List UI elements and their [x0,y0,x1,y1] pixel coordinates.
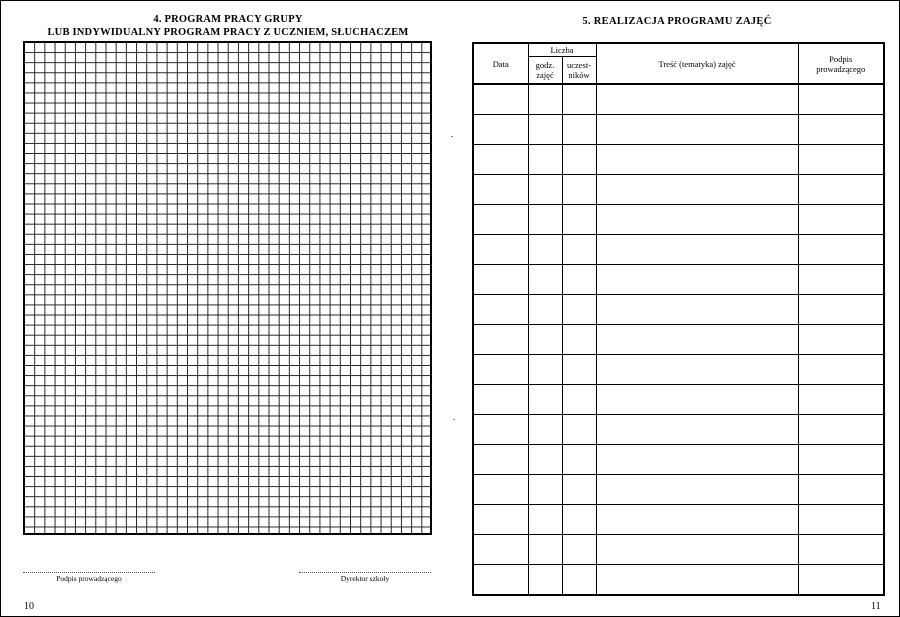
header-count-group: Liczba [528,43,596,57]
page-number-left: 10 [24,601,34,612]
cell-participants[interactable] [562,115,596,145]
cell-signature[interactable] [798,205,884,235]
cell-participants[interactable] [562,205,596,235]
cell-participants[interactable] [562,175,596,205]
left-title-line-1: 4. PROGRAM PRACY GRUPY [153,14,303,25]
graph-paper-grid[interactable] [23,41,432,535]
signature-line-left [23,572,155,573]
cell-signature[interactable] [798,265,884,295]
table-row [473,145,884,175]
cell-date[interactable] [473,535,528,565]
left-title-line-2: LUB INDYWIDUALNY PROGRAM PRACY Z UCZNIEM, SŁUCHACZEM [47,27,409,38]
table-row [473,205,884,235]
table-row [473,175,884,205]
signature-label-left: Podpis prowadzącego [56,574,122,583]
right-page-title: 5. REALIZACJA PROGRAMU ZAJĘĆ [582,16,772,27]
cell-signature[interactable] [798,175,884,205]
cell-participants[interactable] [562,475,596,505]
table-row [473,385,884,415]
cell-hours[interactable] [528,145,562,175]
table-row [473,565,884,596]
cell-signature[interactable] [798,475,884,505]
cell-signature[interactable] [798,565,884,596]
cell-signature[interactable] [798,145,884,175]
header-signature: Podpis prowadzącego [798,43,884,84]
cell-participants[interactable] [562,145,596,175]
table-row [473,445,884,475]
cell-date[interactable] [473,475,528,505]
table-row [473,505,884,535]
cell-participants[interactable] [562,415,596,445]
cell-date[interactable] [473,355,528,385]
cell-date[interactable] [473,115,528,145]
table-row [473,325,884,355]
cell-signature[interactable] [798,415,884,445]
table-row [473,355,884,385]
cell-date[interactable] [473,84,528,115]
page-number-right: 11 [871,601,881,612]
cell-content[interactable] [596,535,798,565]
cell-date[interactable] [473,445,528,475]
signature-line-right [299,572,431,573]
cell-date[interactable] [473,235,528,265]
cell-content[interactable] [596,475,798,505]
table-body [473,84,884,595]
cell-date[interactable] [473,415,528,445]
cell-content[interactable] [596,355,798,385]
cell-content[interactable] [596,235,798,265]
cell-content[interactable] [596,415,798,445]
cell-signature[interactable] [798,295,884,325]
cell-content[interactable] [596,84,798,115]
signature-label-right: Dyrektor szkoły [340,574,390,583]
cell-content[interactable] [596,175,798,205]
table-row [473,475,884,505]
cell-participants[interactable] [562,565,596,596]
cell-signature[interactable] [798,235,884,265]
cell-hours[interactable] [528,265,562,295]
cell-participants[interactable] [562,84,596,115]
cell-signature[interactable] [798,505,884,535]
cell-participants[interactable] [562,445,596,475]
cell-content[interactable] [596,265,798,295]
cell-content[interactable] [596,385,798,415]
cell-signature[interactable] [798,325,884,355]
cell-hours[interactable] [528,565,562,596]
cell-hours[interactable] [528,325,562,355]
cell-content[interactable] [596,295,798,325]
cell-content[interactable] [596,505,798,535]
cell-signature[interactable] [798,445,884,475]
cell-date[interactable] [473,265,528,295]
cell-date[interactable] [473,205,528,235]
table-row [473,265,884,295]
cell-participants[interactable] [562,355,596,385]
cell-date[interactable] [473,505,528,535]
cell-signature[interactable] [798,84,884,115]
stray-mark [451,136,453,137]
cell-signature[interactable] [798,535,884,565]
table-row [473,115,884,145]
cell-participants[interactable] [562,505,596,535]
cell-hours[interactable] [528,355,562,385]
table-row [473,84,884,115]
header-participants: uczest-ników [562,57,596,85]
cell-participants[interactable] [562,235,596,265]
cell-date[interactable] [473,145,528,175]
cell-hours[interactable] [528,295,562,325]
cell-participants[interactable] [562,265,596,295]
cell-date[interactable] [473,385,528,415]
cell-signature[interactable] [798,115,884,145]
cell-content[interactable] [596,445,798,475]
cell-hours[interactable] [528,205,562,235]
left-page-title [23,13,433,39]
cell-content[interactable] [596,325,798,355]
stray-mark [453,419,455,420]
table-row [473,535,884,565]
cell-content[interactable] [596,145,798,175]
cell-date[interactable] [473,565,528,596]
cell-hours[interactable] [528,415,562,445]
header-date: Data [473,43,528,84]
cell-hours[interactable] [528,115,562,145]
cell-date[interactable] [473,175,528,205]
cell-hours[interactable] [528,235,562,265]
cell-signature[interactable] [798,385,884,415]
cell-hours[interactable] [528,84,562,115]
cell-date[interactable] [473,325,528,355]
cell-hours[interactable] [528,385,562,415]
program-realization-table [472,42,885,596]
header-content: Treść (tematyka) zajęć [596,43,798,84]
cell-hours[interactable] [528,535,562,565]
header-hours: godz. zajęć [528,57,562,85]
cell-hours[interactable] [528,445,562,475]
cell-content[interactable] [596,205,798,235]
cell-content[interactable] [596,115,798,145]
cell-participants[interactable] [562,295,596,325]
cell-date[interactable] [473,295,528,325]
cell-participants[interactable] [562,325,596,355]
table-row [473,295,884,325]
cell-hours[interactable] [528,505,562,535]
cell-participants[interactable] [562,535,596,565]
cell-hours[interactable] [528,475,562,505]
cell-participants[interactable] [562,385,596,415]
cell-hours[interactable] [528,175,562,205]
table-row [473,415,884,445]
cell-content[interactable] [596,565,798,596]
cell-signature[interactable] [798,355,884,385]
table-row [473,235,884,265]
